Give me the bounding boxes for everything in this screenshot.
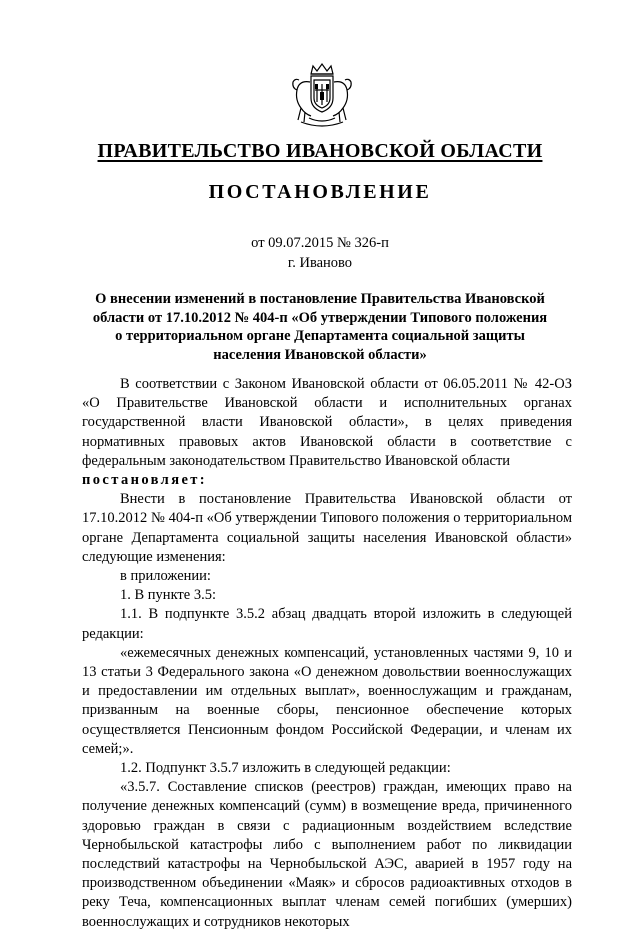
document-body: [82, 375, 572, 932]
preamble-paragraph: [82, 375, 572, 471]
document-type: ПОСТАНОВЛЕНИЕ: [208, 181, 432, 203]
paragraph-3: 1. В пункте 3.5:: [120, 587, 216, 604]
paragraph-1: Внести в постановление Правительства Ивановской области от 17.10.2012 № 404-п «Об утверждении Типового положения о территориальном органе Департамента социальной защиты населения Ивановской области» следующие изменения:: [82, 491, 572, 565]
coat-of-arms-icon: [289, 60, 355, 130]
decree-paragraph: [82, 471, 572, 490]
city: г. Иваново: [287, 255, 353, 271]
decree-word: постановляет:: [82, 472, 208, 489]
paragraph-7: «3.5.7. Составление списков (реестров) граждан, имеющих право на получение денежных компенсаций (сумм) в возмещение вреда, причиненного здоровью граждан в связи с радиационным воздействием вследствие Чернобыльской катастрофы либо с выполнением работ по ликвидации последствий катастрофы на Чернобыльской АЭС, аварией в 1957 году на производственном объединении «Маяк» и сбросов радиоактивных отходов в реку Теча, компенсационных выплат членам семей погибших (умерших) военнослужащих и сотрудников некоторых: [82, 779, 572, 930]
paragraph-6: 1.2. Подпункт 3.5.7 изложить в следующей редакции:: [120, 760, 451, 777]
paragraph-4: 1.1. В подпункте 3.5.2 абзац двадцать второй изложить в следующей редакции:: [82, 606, 572, 642]
date-number: от 09.07.2015 № 326-п: [251, 235, 389, 251]
government-title: ПРАВИТЕЛЬСТВО ИВАНОВСКОЙ ОБЛАСТИ: [97, 140, 543, 162]
document-subject: О внесении изменений в постановление Правительства Ивановской области от 17.10.2012 № 404-п «Об утверждении Типового положения о территориальном органе Департамента социальной защиты населения Ивановской области»: [92, 291, 548, 363]
paragraph-5: «ежемесячных денежных компенсаций, установленных частями 9, 10 и 13 статьи 3 Федерального закона «О денежном довольствии военнослужащих и предоставлении им отдельных выплат», военнослужащим и гражданам, призванным на военные сборы, пенсионное обеспечение которых осуществляется Пенсионным фондом Российской Федерации, и членам их семей;».: [82, 644, 572, 757]
preamble-text: В соответствии с Законом Ивановской области от 06.05.2011 № 42-ОЗ «О Правительстве Ивановской области и исполнительных органах государственной власти Ивановской области», в целях приведения нормативных правовых актов Ивановской области в соответствие с федеральным законодательством Правительство Ивановской области: [82, 376, 572, 469]
paragraph-2: в приложении:: [120, 568, 211, 585]
